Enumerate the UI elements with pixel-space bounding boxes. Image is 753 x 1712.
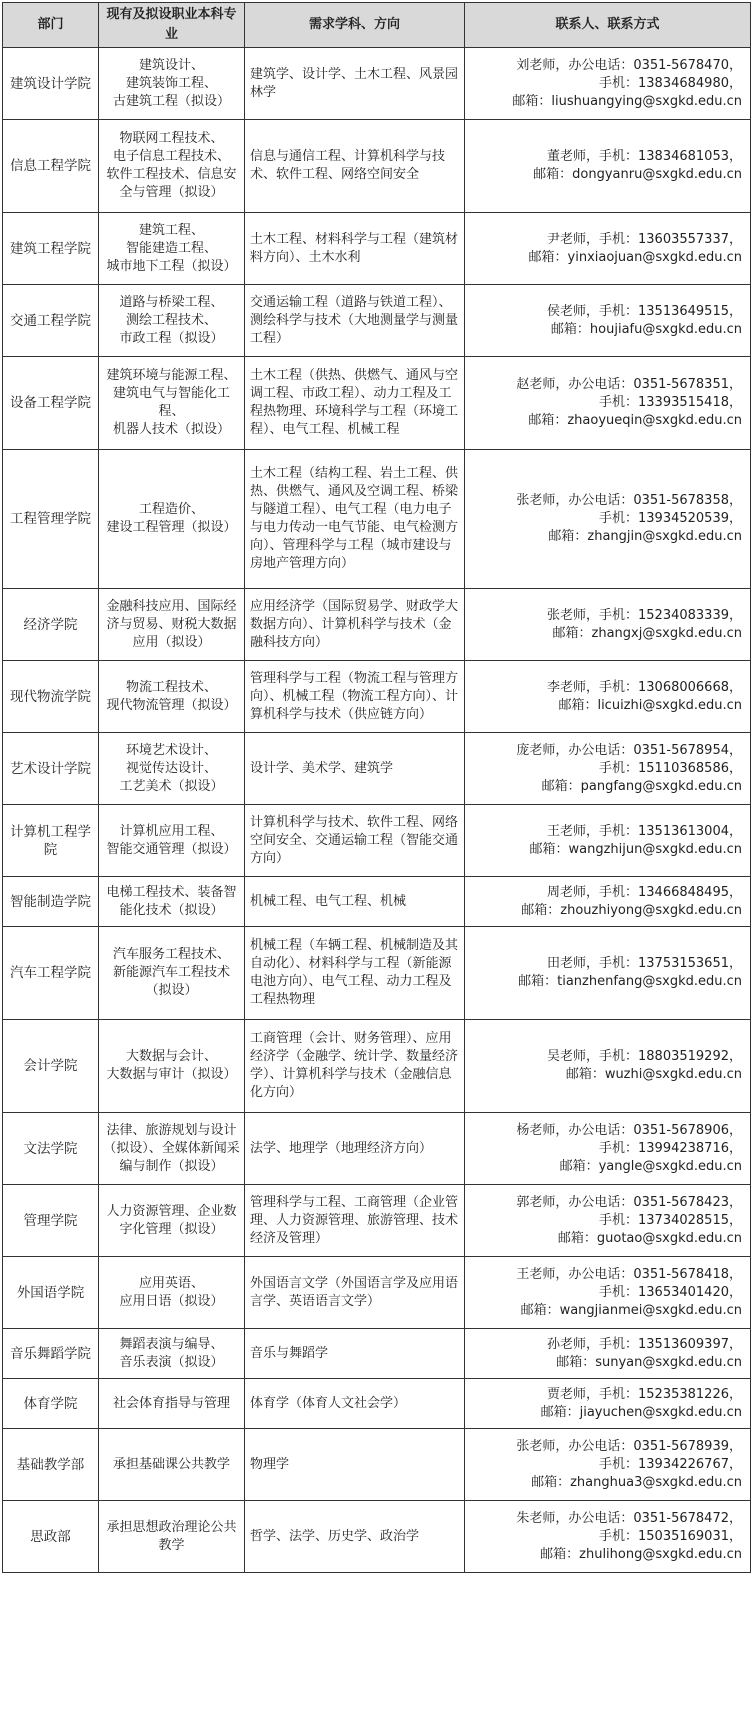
subjects-cell: 交通运输工程（道路与铁道工程）、测绘科学与技术（大地测量学与测量工程） [245,285,465,357]
subjects-cell: 设计学、美术学、建筑学 [245,733,465,805]
department-cell: 会计学院 [3,1020,99,1113]
subjects-cell: 物理学 [245,1429,465,1501]
department-cell: 体育学院 [3,1379,99,1429]
majors-cell: 法律、旅游规划与设计（拟设）、全媒体新闻采编与制作（拟设） [99,1113,245,1185]
contact-cell: 朱老师，办公电话：0351-5678472， 手机：15035169031， 邮箱：zhulihong@sxgkd.edu.cn [465,1501,751,1573]
table-row [3,1379,751,1429]
department-cell: 外国语学院 [3,1257,99,1329]
subjects-cell: 外国语言文学（外国语言学及应用语言学、英语语言文学） [245,1257,465,1329]
contact-cell: 侯老师，手机：13513649515， 邮箱：houjiafu@sxgkd.edu.cn [465,285,751,357]
table-row [3,1429,751,1501]
subjects-cell: 土木工程（供热、供燃气、通风与空调工程、市政工程）、动力工程及工程热物理、环境科学与工程（环境工程）、电气工程、机械工程 [245,357,465,450]
majors-cell: 承担思想政治理论公共教学 [99,1501,245,1573]
table-row [3,1020,751,1113]
table-row [3,877,751,927]
majors-cell: 社会体育指导与管理 [99,1379,245,1429]
department-cell: 建筑工程学院 [3,213,99,285]
contact-cell: 李老师，手机：13068006668， 邮箱：licuizhi@sxgkd.edu.cn [465,661,751,733]
majors-cell: 物联网工程技术、 电子信息工程技术、 软件工程技术、信息安全与管理（拟设） [99,120,245,213]
contact-cell: 刘老师，办公电话：0351-5678470， 手机：13834684980， 邮箱：liushuangying@sxgkd.edu.cn [465,48,751,120]
table-row [3,48,751,120]
table-row [3,589,751,661]
contact-cell: 杨老师，办公电话：0351-5678906， 手机：13994238716， 邮箱：yangle@sxgkd.edu.cn [465,1113,751,1185]
header-department: 部门 [3,3,99,48]
contact-cell: 周老师，手机：13466848495， 邮箱：zhouzhiyong@sxgkd.edu.cn [465,877,751,927]
table-row [3,1257,751,1329]
department-cell: 工程管理学院 [3,450,99,589]
table-row [3,661,751,733]
department-cell: 艺术设计学院 [3,733,99,805]
department-cell: 计算机工程学院 [3,805,99,877]
subjects-cell: 机械工程、电气工程、机械 [245,877,465,927]
subjects-cell: 建筑学、设计学、土木工程、风景园林学 [245,48,465,120]
subjects-cell: 管理科学与工程、工商管理（企业管理、人力资源管理、旅游管理、技术经济及管理） [245,1185,465,1257]
contact-cell: 张老师，手机：15234083339， 邮箱：zhangxj@sxgkd.edu.cn [465,589,751,661]
department-cell: 现代物流学院 [3,661,99,733]
contact-cell: 张老师，办公电话：0351-5678939， 手机：13934226767， 邮箱：zhanghua3@sxgkd.edu.cn [465,1429,751,1501]
contact-cell: 尹老师，手机：13603557337， 邮箱：yinxiaojuan@sxgkd.edu.cn [465,213,751,285]
department-cell: 智能制造学院 [3,877,99,927]
contact-cell: 郭老师，办公电话：0351-5678423， 手机：13734028515， 邮箱：guotao@sxgkd.edu.cn [465,1185,751,1257]
department-cell: 设备工程学院 [3,357,99,450]
contact-cell: 吴老师，手机：18803519292， 邮箱：wuzhi@sxgkd.edu.cn [465,1020,751,1113]
table-row [3,120,751,213]
department-cell: 汽车工程学院 [3,927,99,1020]
contact-cell: 王老师，手机：13513613004， 邮箱：wangzhijun@sxgkd.edu.cn [465,805,751,877]
majors-cell: 工程造价、 建设工程管理（拟设） [99,450,245,589]
table-row [3,1501,751,1573]
table-row [3,357,751,450]
majors-cell: 道路与桥梁工程、 测绘工程技术、 市政工程（拟设） [99,285,245,357]
recruitment-table [2,2,751,1573]
department-cell: 思政部 [3,1501,99,1573]
majors-cell: 舞蹈表演与编导、 音乐表演（拟设） [99,1329,245,1379]
majors-cell: 计算机应用工程、 智能交通管理（拟设） [99,805,245,877]
table-header-row [3,3,751,48]
majors-cell: 人力资源管理、企业数字化管理（拟设） [99,1185,245,1257]
subjects-cell: 工商管理（会计、财务管理）、应用经济学（金融学、统计学、数量经济学）、计算机科学与技术（金融信息化方向） [245,1020,465,1113]
header-majors: 现有及拟设职业本科专业 [99,3,245,48]
contact-cell: 庞老师，办公电话：0351-5678954， 手机：15110368586， 邮箱：pangfang@sxgkd.edu.cn [465,733,751,805]
department-cell: 基础教学部 [3,1429,99,1501]
department-cell: 音乐舞蹈学院 [3,1329,99,1379]
majors-cell: 电梯工程技术、装备智能化技术（拟设） [99,877,245,927]
contact-cell: 孙老师，手机：13513609397， 邮箱：sunyan@sxgkd.edu.cn [465,1329,751,1379]
department-cell: 信息工程学院 [3,120,99,213]
subjects-cell: 音乐与舞蹈学 [245,1329,465,1379]
table-row [3,285,751,357]
department-cell: 文法学院 [3,1113,99,1185]
contact-cell: 董老师，手机：13834681053， 邮箱：dongyanru@sxgkd.edu.cn [465,120,751,213]
majors-cell: 物流工程技术、 现代物流管理（拟设） [99,661,245,733]
subjects-cell: 土木工程、材料科学与工程（建筑材料方向）、土木水利 [245,213,465,285]
department-cell: 经济学院 [3,589,99,661]
majors-cell: 建筑工程、 智能建造工程、 城市地下工程（拟设） [99,213,245,285]
table-row [3,213,751,285]
majors-cell: 金融科技应用、国际经济与贸易、财税大数据应用（拟设） [99,589,245,661]
majors-cell: 环境艺术设计、 视觉传达设计、 工艺美术（拟设） [99,733,245,805]
contact-cell: 贾老师，手机：15235381226， 邮箱：jiayuchen@sxgkd.edu.cn [465,1379,751,1429]
header-contact: 联系人、联系方式 [465,3,751,48]
department-cell: 建筑设计学院 [3,48,99,120]
table-row [3,450,751,589]
subjects-cell: 土木工程（结构工程、岩土工程、供热、供燃气、通风及空调工程、桥梁与隧道工程）、电气工程（电力电子与电力传动一电气节能、电气检测方向）、管理科学与工程（城市建设与房地产管理方向） [245,450,465,589]
contact-cell: 张老师，办公电话：0351-5678358， 手机：13934520539， 邮箱：zhangjin@sxgkd.edu.cn [465,450,751,589]
table-row [3,1329,751,1379]
contact-cell: 赵老师，办公电话：0351-5678351， 手机：13393515418， 邮箱：zhaoyueqin@sxgkd.edu.cn [465,357,751,450]
table-row [3,805,751,877]
contact-cell: 田老师，手机：13753153651， 邮箱：tianzhenfang@sxgkd.edu.cn [465,927,751,1020]
table-row [3,733,751,805]
subjects-cell: 计算机科学与技术、软件工程、网络空间安全、交通运输工程（智能交通方向） [245,805,465,877]
subjects-cell: 法学、地理学（地理经济方向） [245,1113,465,1185]
majors-cell: 承担基础课公共教学 [99,1429,245,1501]
department-cell: 管理学院 [3,1185,99,1257]
majors-cell: 应用英语、 应用日语（拟设） [99,1257,245,1329]
majors-cell: 汽车服务工程技术、 新能源汽车工程技术（拟设） [99,927,245,1020]
department-cell: 交通工程学院 [3,285,99,357]
subjects-cell: 应用经济学（国际贸易学、财政学大数据方向）、计算机科学与技术（金融科技方向） [245,589,465,661]
subjects-cell: 体育学（体育人文社会学） [245,1379,465,1429]
majors-cell: 建筑环境与能源工程、 建筑电气与智能化工程、 机器人技术（拟设） [99,357,245,450]
majors-cell: 大数据与会计、 大数据与审计（拟设） [99,1020,245,1113]
table-row [3,1185,751,1257]
header-subjects: 需求学科、方向 [245,3,465,48]
subjects-cell: 管理科学与工程（物流工程与管理方向）、机械工程（物流工程方向）、计算机科学与技术（供应链方向） [245,661,465,733]
subjects-cell: 机械工程（车辆工程、机械制造及其自动化）、材料科学与工程（新能源电池方向）、电气工程、动力工程及工程热物理 [245,927,465,1020]
table-row [3,1113,751,1185]
table-row [3,927,751,1020]
subjects-cell: 信息与通信工程、计算机科学与技术、软件工程、网络空间安全 [245,120,465,213]
subjects-cell: 哲学、法学、历史学、政治学 [245,1501,465,1573]
contact-cell: 王老师，办公电话：0351-5678418， 手机：13653401420， 邮箱：wangjianmei@sxgkd.edu.cn [465,1257,751,1329]
majors-cell: 建筑设计、 建筑装饰工程、 古建筑工程（拟设） [99,48,245,120]
